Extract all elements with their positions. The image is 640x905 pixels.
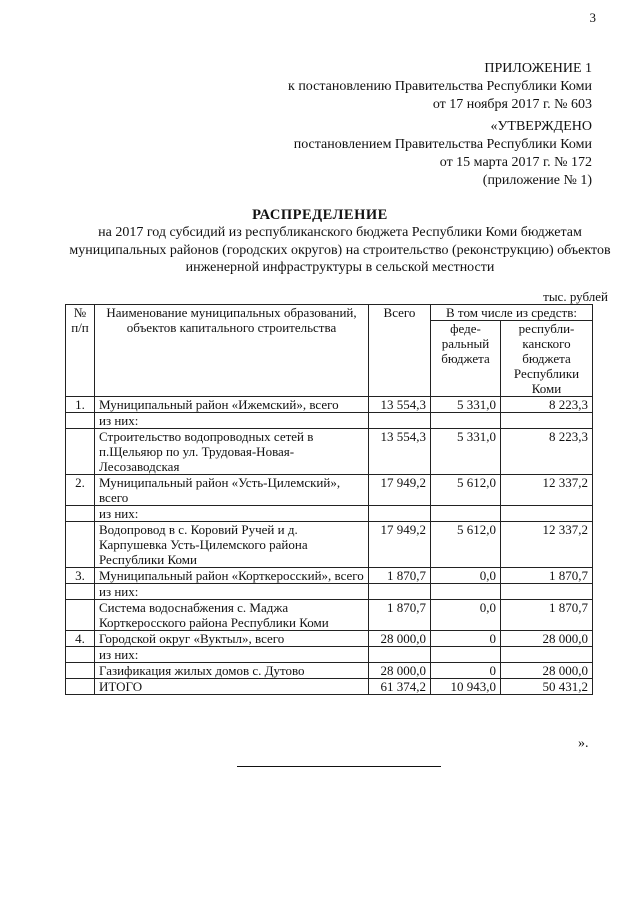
table-row [66, 568, 593, 584]
row-num-cell: 1. [66, 397, 95, 413]
table-row [66, 413, 593, 429]
row-federal-cell [431, 506, 501, 522]
table-row [66, 647, 593, 663]
approved-title: «УТВЕРЖДЕНО [490, 119, 592, 134]
row-num-cell [66, 600, 95, 631]
row-federal-cell: 5 612,0 [431, 475, 501, 506]
row-num-cell [66, 522, 95, 568]
approved-by: постановлением Правительства Республики Коми [293, 137, 592, 152]
row-republic-cell: 1 870,7 [501, 600, 593, 631]
header-republic: республи-канского бюджета Республики Коми [501, 321, 593, 397]
row-name-cell: Муниципальный район «Усть-Цилемский», всего [95, 475, 369, 506]
row-num-cell [66, 647, 95, 663]
row-total-cell: 17 949,2 [369, 475, 431, 506]
row-name-cell: Городской округ «Вуктыл», всего [95, 631, 369, 647]
row-num-cell [66, 506, 95, 522]
row-name-cell: из них: [95, 413, 369, 429]
table-row [66, 679, 593, 695]
row-num-cell: 3. [66, 568, 95, 584]
row-total-cell [369, 647, 431, 663]
header-num: № п/п [66, 305, 95, 397]
distribution-table [65, 304, 593, 695]
row-federal-cell: 5 331,0 [431, 429, 501, 475]
row-federal-cell [431, 413, 501, 429]
row-name-cell: ИТОГО [95, 679, 369, 695]
row-federal-cell: 0 [431, 631, 501, 647]
appendix-date: от 17 ноября 2017 г. № 603 [432, 97, 592, 112]
row-name-cell: из них: [95, 647, 369, 663]
row-name-cell: Муниципальный район «Корткеросский», всего [95, 568, 369, 584]
header-total: Всего [369, 305, 431, 397]
row-num-cell [66, 584, 95, 600]
row-total-cell: 1 870,7 [369, 600, 431, 631]
row-republic-cell: 12 337,2 [501, 475, 593, 506]
row-republic-cell: 8 223,3 [501, 397, 593, 413]
row-republic-cell: 1 870,7 [501, 568, 593, 584]
row-republic-cell [501, 506, 593, 522]
row-total-cell: 13 554,3 [369, 397, 431, 413]
row-total-cell: 13 554,3 [369, 429, 431, 475]
row-republic-cell [501, 413, 593, 429]
row-federal-cell: 10 943,0 [431, 679, 501, 695]
table-row [66, 397, 593, 413]
row-federal-cell: 5 612,0 [431, 522, 501, 568]
row-republic-cell: 12 337,2 [501, 522, 593, 568]
row-num-cell [66, 679, 95, 695]
header-name: Наименование муниципальных образований, объектов капитального строительства [95, 305, 369, 397]
document-subtitle: на 2017 год субсидий из республиканского бюджета Республики Коми бюджетам муниципальных районов (городских округов) на строительство (реконструкцию) объектов инженерной инфраструктуры в сельской местности [69, 225, 611, 275]
row-name-cell: Система водоснабжения с. Маджа Корткеросского района Республики Коми [95, 600, 369, 631]
row-name-cell: из них: [95, 584, 369, 600]
row-name-cell: Газификация жилых домов с. Дутово [95, 663, 369, 679]
row-republic-cell: 50 431,2 [501, 679, 593, 695]
document-title: РАСПРЕДЕЛЕНИЕ [252, 207, 388, 223]
page-number: 3 [589, 10, 596, 25]
row-num-cell [66, 429, 95, 475]
row-federal-cell [431, 584, 501, 600]
row-total-cell: 17 949,2 [369, 522, 431, 568]
row-total-cell [369, 584, 431, 600]
appendix-header [288, 60, 592, 114]
signature-line [237, 766, 441, 767]
appendix-ref: к постановлению Правительства Республики Коми [288, 79, 592, 94]
table-row [66, 522, 593, 568]
table-row [66, 475, 593, 506]
units-label: тыс. рублей [543, 289, 608, 304]
table-row [66, 584, 593, 600]
row-republic-cell: 8 223,3 [501, 429, 593, 475]
row-num-cell [66, 663, 95, 679]
table-row [66, 506, 593, 522]
row-federal-cell: 0,0 [431, 568, 501, 584]
row-total-cell [369, 506, 431, 522]
row-federal-cell: 0 [431, 663, 501, 679]
row-total-cell: 28 000,0 [369, 663, 431, 679]
row-name-cell: Строительство водопроводных сетей в п.Щельяюр по ул. Трудовая-Новая-Лесозаводская [95, 429, 369, 475]
closing-quote: ». [578, 736, 589, 751]
row-total-cell: 1 870,7 [369, 568, 431, 584]
table-row [66, 631, 593, 647]
row-name-cell: Муниципальный район «Ижемский», всего [95, 397, 369, 413]
row-republic-cell [501, 647, 593, 663]
row-num-cell: 2. [66, 475, 95, 506]
row-num-cell: 4. [66, 631, 95, 647]
approval-block [294, 118, 592, 190]
row-republic-cell: 28 000,0 [501, 663, 593, 679]
row-total-cell: 28 000,0 [369, 631, 431, 647]
row-num-cell [66, 413, 95, 429]
row-name-cell: из них: [95, 506, 369, 522]
table-row [66, 600, 593, 631]
row-federal-cell: 0,0 [431, 600, 501, 631]
header-federal: феде-ральный бюджета [431, 321, 501, 397]
row-federal-cell [431, 647, 501, 663]
row-total-cell [369, 413, 431, 429]
row-republic-cell [501, 584, 593, 600]
row-total-cell: 61 374,2 [369, 679, 431, 695]
approved-date: от 15 марта 2017 г. № 172 [439, 155, 592, 170]
approved-appendix: (приложение № 1) [482, 173, 592, 188]
row-republic-cell: 28 000,0 [501, 631, 593, 647]
row-federal-cell: 5 331,0 [431, 397, 501, 413]
row-name-cell: Водопровод в с. Коровий Ручей и д. Карпушевка Усть-Цилемского района Республики Коми [95, 522, 369, 568]
table-body [66, 397, 593, 695]
appendix-title: ПРИЛОЖЕНИЕ 1 [484, 61, 592, 76]
table-row [66, 429, 593, 475]
table-row [66, 663, 593, 679]
header-including: В том числе из средств: [431, 305, 593, 321]
